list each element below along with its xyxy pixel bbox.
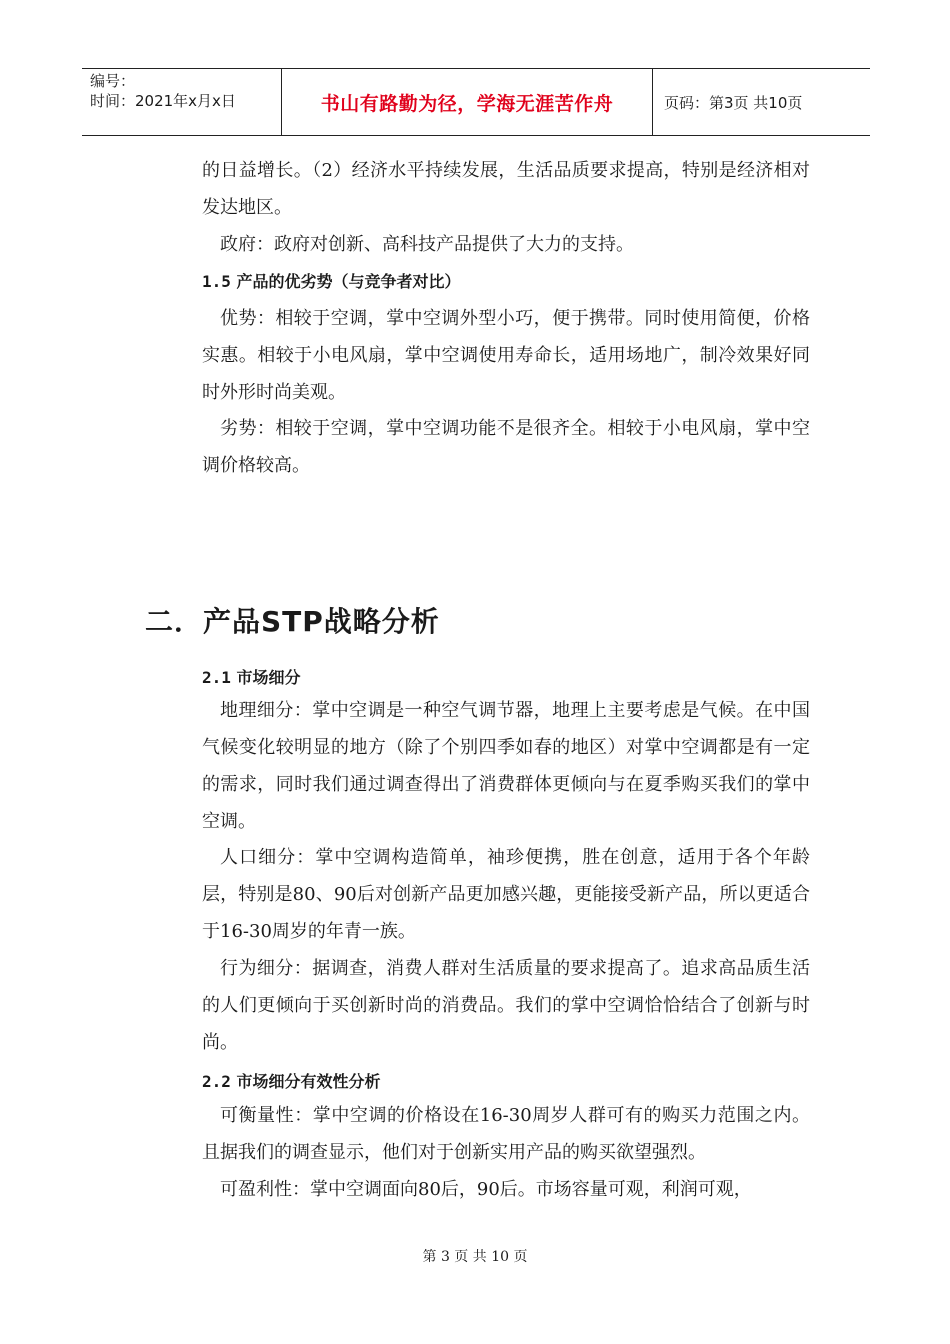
header-meta-cell xyxy=(82,69,280,135)
section-title: 市场细分 xyxy=(230,668,301,687)
paragraph-advantages: 优势：相较于空调，掌中空调外型小巧，便于携带。同时使用简便，价格实惠。相较于小电风扇，掌中空调使用寿命长，适用场地广，制冷效果好同时外形时尚美观。 xyxy=(202,308,810,403)
section-title: 产品的优劣势（与竞争者对比） xyxy=(230,272,461,291)
header-motto: 书山有路勤为径，学海无涯苦作舟 xyxy=(281,69,653,135)
paragraph-growth: 的日益增长。（2）经济水平持续发展，生活品质要求提高，特别是经济相对发达地区。 xyxy=(202,160,810,218)
chapter-heading: 二．产品STP战略分析 xyxy=(145,605,440,638)
section-title: 市场细分有效性分析 xyxy=(230,1072,381,1091)
paragraph-profitability: 可盈利性：掌中空调面向80后，90后。市场容量可观，利润可观， xyxy=(220,1179,752,1200)
document-number-label: 编号： xyxy=(90,72,136,90)
page-header xyxy=(82,68,870,136)
section-heading-2-1 xyxy=(202,665,300,688)
paragraph-measurability: 可衡量性：掌中空调的价格设在16-30周岁人群可有的购买力范围之内。且据我们的调查显示，他们对于创新实用产品的购买欲望强烈。 xyxy=(202,1105,810,1163)
section-heading-2-2 xyxy=(202,1069,380,1092)
paragraph-geographic-segmentation: 地理细分：掌中空调是一种空气调节器，地理上主要考虑是气候。在中国气候变化较明显的地方（除了个别四季如春的地区）对掌中空调都是有一定的需求，同时我们通过调查得出了消费群体更倾向与在夏季购买我们的掌中空调。 xyxy=(202,700,810,832)
section-number: 1.5 xyxy=(202,272,231,291)
document-date-label: 时间：2021年x月x日 xyxy=(90,92,236,110)
section-number: 2.1 xyxy=(202,668,231,687)
header-page-info: 页码：第3页 共10页 xyxy=(664,93,803,112)
paragraph-demographic-segmentation: 人口细分：掌中空调构造简单，袖珍便携，胜在创意，适用于各个年龄层，特别是80、90后对创新产品更加感兴趣，更能接受新产品，所以更适合于16-30周岁的年青一族。 xyxy=(202,847,810,942)
paragraph-behavioral-segmentation: 行为细分：据调查，消费人群对生活质量的要求提高了。追求高品质生活的人们更倾向于买创新时尚的消费品。我们的掌中空调恰恰结合了创新与时尚。 xyxy=(202,958,810,1053)
paragraph-disadvantages: 劣势：相较于空调，掌中空调功能不是很齐全。相较于小电风扇，掌中空调价格较高。 xyxy=(202,418,810,476)
paragraph-government: 政府：政府对创新、高科技产品提供了大力的支持。 xyxy=(220,234,634,255)
section-number: 2.2 xyxy=(202,1072,231,1091)
page-footer: 第 3 页 共 10 页 xyxy=(422,1249,528,1265)
section-heading-1-5 xyxy=(202,269,460,292)
